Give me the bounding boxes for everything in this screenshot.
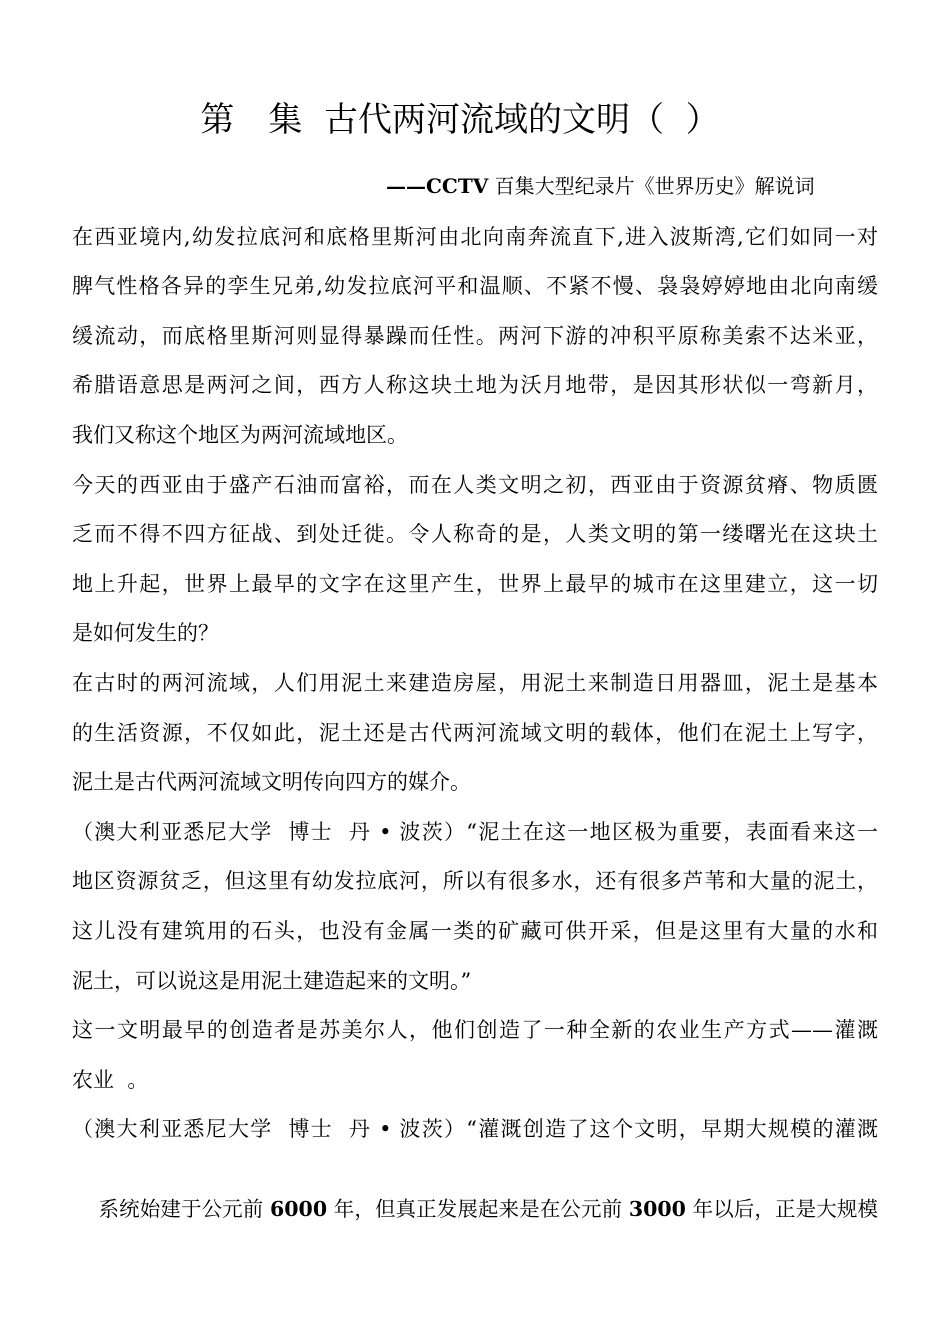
text-line: 地区资源贫乏，但这里有幼发拉底河，所以有很多水，还有很多芦苇和大量的泥土，	[72, 869, 878, 893]
text-line: 农业 。	[72, 1068, 149, 1092]
text-line: 脾气性格各异的孪生兄弟,幼发拉底河平和温顺、不紧不慢、袅袅婷婷地由北向南缓	[72, 274, 878, 298]
text-line	[72, 1164, 878, 1254]
text-line: 今天的西亚由于盛产石油而富裕，而在人类文明之初，西亚由于资源贫瘠、物质匮	[72, 473, 878, 497]
text-line: 泥土，可以说这是用泥土建造起来的文明。”	[72, 969, 472, 993]
text-line: 我们又称这个地区为两河流域地区。	[72, 423, 408, 447]
text-line: 泥土是古代两河流域文明传向四方的媒介。	[72, 770, 471, 794]
text-line: （澳大利亚悉尼大学 博士 丹 • 波茨）“灌溉创造了这个文明，早期大规模的灌溉	[72, 1117, 878, 1141]
text-line: 在西亚境内,幼发拉底河和底格里斯河由北向南奔流直下,进入波斯湾,它们如同一对	[72, 225, 878, 249]
subtitle-source: ——CCTV	[386, 174, 489, 198]
text-line: 是如何发生的？	[72, 621, 219, 645]
document-subtitle	[386, 172, 815, 200]
text-line: 希腊语意思是两河之间，西方人称这块土地为沃月地带，是因其形状似一弯新月，	[72, 373, 878, 397]
text-line: 地上升起，世界上最早的文字在这里产生，世界上最早的城市在这里建立，这一切	[72, 572, 878, 596]
text-line: 这一文明最早的创造者是苏美尔人，他们创造了一种全新的农业生产方式——灌溉	[72, 1018, 878, 1042]
text-line: 缓流动，而底格里斯河则显得暴躁而任性。两河下游的冲积平原称美索不达米亚，	[72, 324, 878, 348]
text-line: 的生活资源，不仅如此，泥土还是古代两河流域文明的载体，他们在泥土上写字，	[72, 721, 878, 745]
text-line: 在古时的两河流域，人们用泥土来建造房屋，用泥土来制造日用器皿，泥土是基本	[72, 671, 878, 695]
text-line: （澳大利亚悉尼大学 博士 丹 • 波茨）“泥土在这一地区极为重要，表面看来这一	[72, 820, 878, 844]
text-line: 这儿没有建筑用的石头，也没有金属一类的矿藏可供开采，但是这里有大量的水和	[72, 919, 878, 943]
text-segment: 年以后，正是大规模	[685, 1197, 878, 1221]
year-number: 6000	[270, 1197, 328, 1221]
document-title: 第 集 古代两河流域的文明（ ）	[200, 100, 720, 140]
text-segment: 系统始建于公元前	[98, 1197, 271, 1221]
year-number: 3000	[628, 1197, 686, 1221]
subtitle-description: 百集大型纪录片《世界历史》解说词	[488, 174, 815, 198]
text-line: 乏而不得不四方征战、到处迁徙。令人称奇的是，人类文明的第一缕曙光在这块土	[72, 522, 878, 546]
text-segment: 年，但真正发展起来是在公元前	[327, 1197, 629, 1221]
